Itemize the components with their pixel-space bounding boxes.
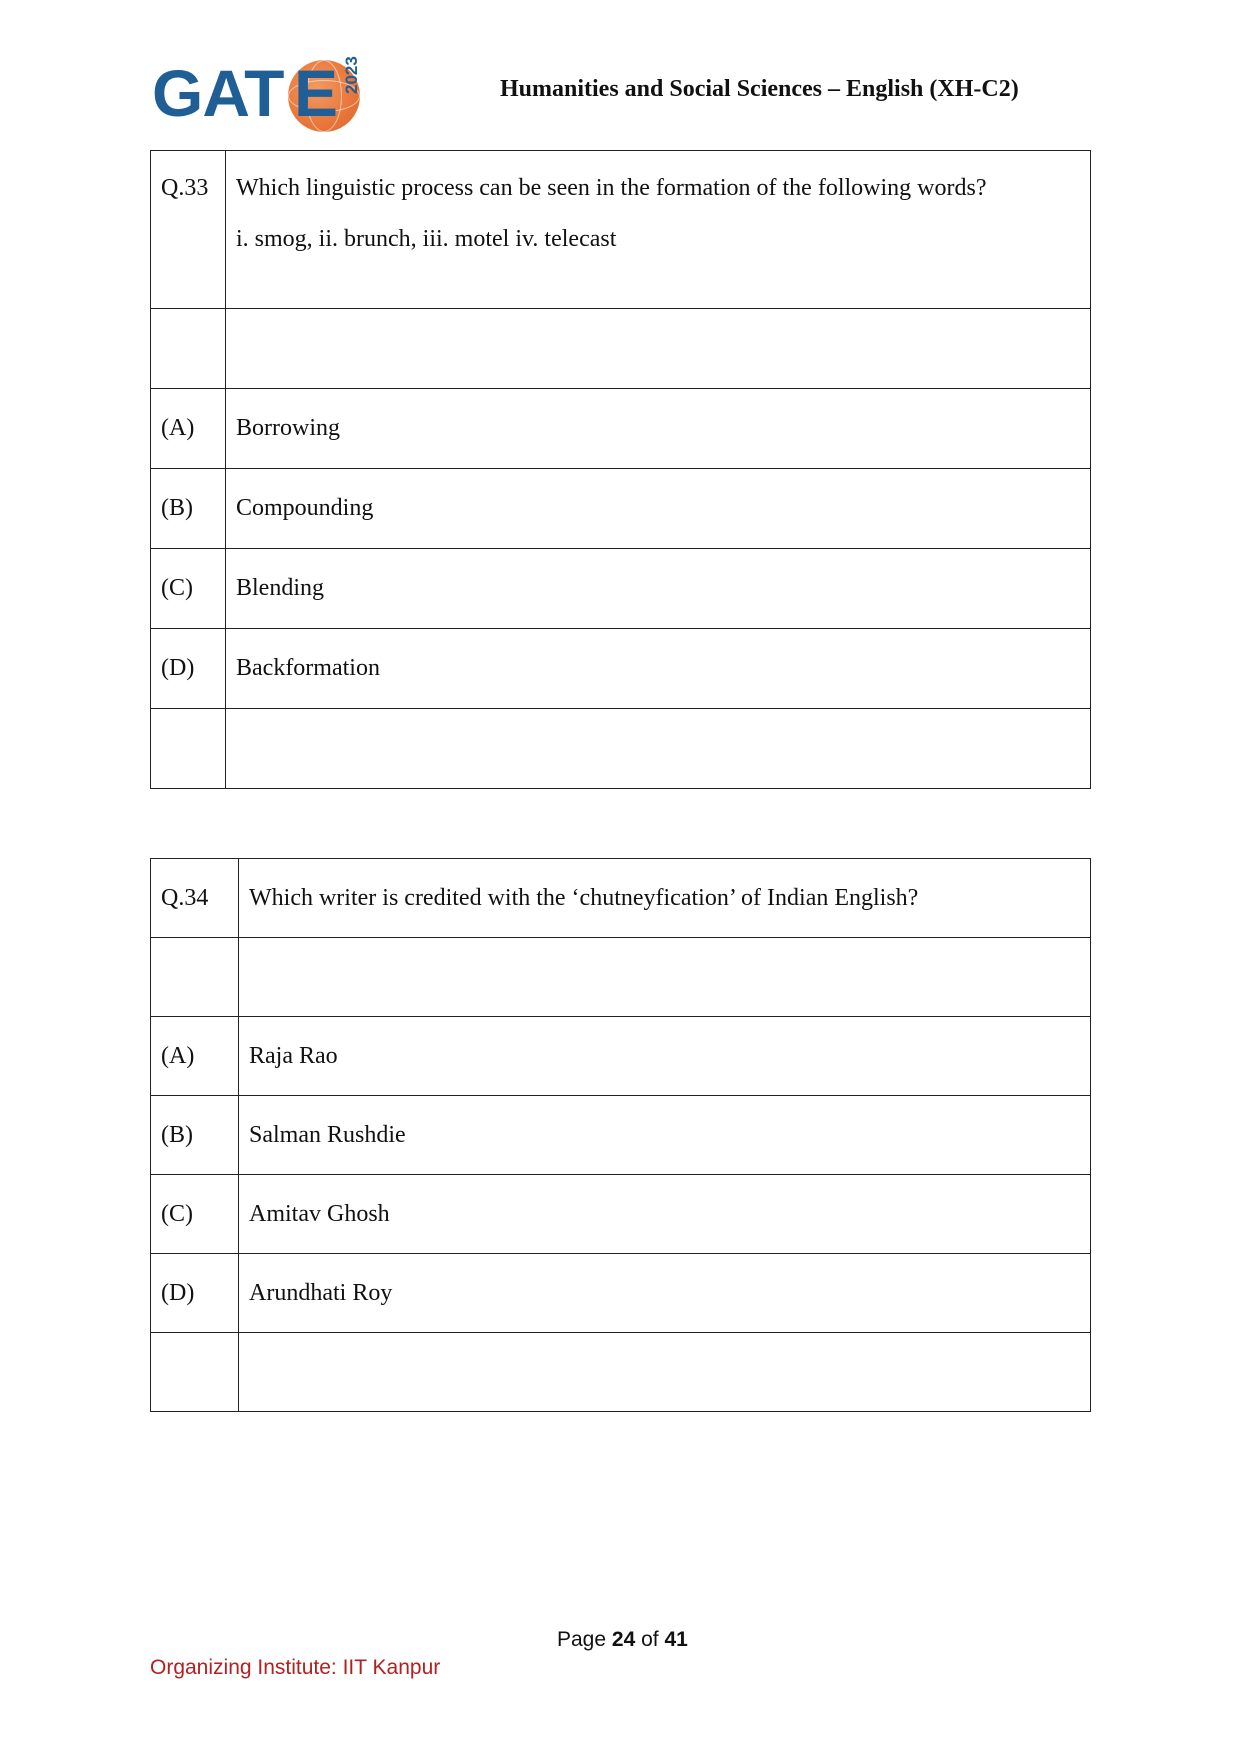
option-row bbox=[151, 1096, 1091, 1175]
option-text: Amitav Ghosh bbox=[239, 1175, 1091, 1254]
logo-e: E bbox=[294, 56, 339, 130]
question-text bbox=[226, 151, 1091, 309]
option-label: (A) bbox=[151, 1017, 239, 1096]
option-text: Blending bbox=[226, 549, 1091, 629]
page-number bbox=[557, 1628, 688, 1652]
logo-year: 2023 bbox=[342, 56, 361, 94]
option-label: (D) bbox=[151, 629, 226, 709]
option-row bbox=[151, 1017, 1091, 1096]
option-row bbox=[151, 1175, 1091, 1254]
page-prefix: Page bbox=[557, 1628, 607, 1651]
option-label: (A) bbox=[151, 389, 226, 469]
question-stem: Which linguistic process can be seen in the formation of the following words? bbox=[236, 175, 987, 201]
blank-row bbox=[151, 309, 1091, 389]
paper-title: Humanities and Social Sciences – English (XH-C2) bbox=[500, 76, 1019, 102]
option-text: Salman Rushdie bbox=[239, 1096, 1091, 1175]
option-label: (C) bbox=[151, 549, 226, 629]
option-row bbox=[151, 549, 1091, 629]
question-text: Which writer is credited with the ‘chutneyfication’ of Indian English? bbox=[239, 859, 1091, 938]
option-label: (C) bbox=[151, 1175, 239, 1254]
question-subtext: i. smog, ii. brunch, iii. motel iv. telecast bbox=[236, 226, 617, 252]
option-text: Arundhati Roy bbox=[239, 1254, 1091, 1333]
option-text: Backformation bbox=[226, 629, 1091, 709]
question-table bbox=[150, 150, 1091, 789]
option-text: Borrowing bbox=[226, 389, 1091, 469]
option-row bbox=[151, 389, 1091, 469]
blank-row bbox=[151, 938, 1091, 1017]
option-label: (B) bbox=[151, 1096, 239, 1175]
option-row bbox=[151, 469, 1091, 549]
logo-text: GAT bbox=[152, 56, 284, 130]
question-row bbox=[151, 859, 1091, 938]
page-total: 41 bbox=[664, 1628, 688, 1651]
option-text: Compounding bbox=[226, 469, 1091, 549]
option-text: Raja Rao bbox=[239, 1017, 1091, 1096]
question-number: Q.33 bbox=[151, 151, 226, 309]
question-number: Q.34 bbox=[151, 859, 239, 938]
blank-row bbox=[151, 709, 1091, 789]
blank-row bbox=[151, 1333, 1091, 1412]
option-label: (B) bbox=[151, 469, 226, 549]
organizer-text: Organizing Institute: IIT Kanpur bbox=[150, 1656, 441, 1679]
question-row bbox=[151, 151, 1091, 309]
option-label: (D) bbox=[151, 1254, 239, 1333]
gate-logo bbox=[152, 58, 362, 140]
page-of: of bbox=[641, 1628, 659, 1651]
page-current: 24 bbox=[611, 1628, 636, 1651]
option-row bbox=[151, 629, 1091, 709]
option-row bbox=[151, 1254, 1091, 1333]
question-table bbox=[150, 858, 1091, 1412]
